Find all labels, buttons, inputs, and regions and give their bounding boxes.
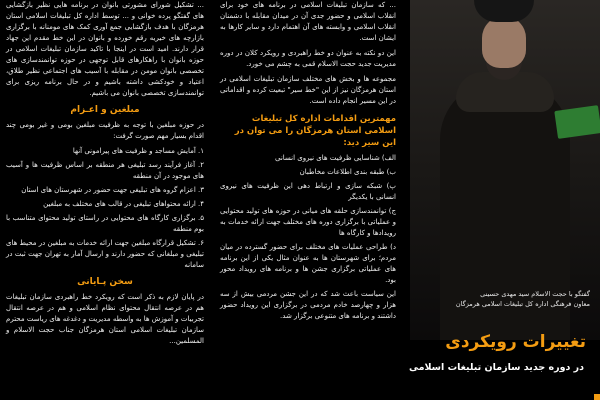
- middle-para4: این سیاست باعث شد که در این جشن مردمی بیش از سه هزار و چهارصد خادم مردمی در برگزاری این رویداد حضور داشتند و برنامه های متنوعی برگزار شد.: [220, 290, 396, 320]
- list-item: ۳. اعزام گروه های تبلیغی جهت حضور در شهرستان های استان: [21, 186, 204, 194]
- list-item: ۲. آغاز فرآیند رسد تبلیغی هر منطقه بر اساس ظرفیت ها و آسیب های موجود در آن منطقه: [6, 161, 204, 180]
- list-item: ج) توانمندسازی حلقه های میانی در حوزه های تولید محتوایی و عملیاتی با برگزاری دوره های مختلف جهت ارائه خدمات به رویدادها و کارگاه ها: [220, 207, 396, 237]
- middle-para1: ... که سازمان تبلیغات اسلامی در برنامه های خود برای انقلاب اسلامی و حضور جدی آن در میدان مقابله با دشمنان انقلاب اسلامی و وابسته های آن اهتمام دارد و سایر کارها به ایشان است.: [220, 1, 396, 42]
- section-heading-preachers: مبلغین و اعـزام: [70, 105, 140, 115]
- list-item: پ) شبکه سازی و ارتباط دهی این ظرفیت های نیروی انسانی با یکدیگر: [220, 182, 396, 201]
- left-column: [0, 0, 210, 400]
- list-item: الف) شناسایی ظرفیت های نیروی انسانی: [275, 154, 396, 162]
- middle-column: [214, 0, 402, 400]
- article-title: تغییرات رویکردی: [445, 332, 586, 352]
- face-shape: [482, 16, 526, 68]
- article-subtitle: در دوره جدید سازمان تبلیغات اسلامی: [408, 362, 584, 373]
- list-item: د) طراحی عملیات های مختلف برای حضور گسترده در میان مردم؛ برای شهرستان ها به عنوان مثال یکی از این برنامه های عملیاتی برگزاری جشن ها و برنامه های رویداد محور بود.: [220, 243, 396, 284]
- list-item: ۱. آمایش مساجد و ظرفیت های پیرامونی آنها: [72, 147, 204, 155]
- section-heading-closing: سخن پـایانی: [77, 277, 133, 287]
- list-item: ۵. برگزاری کارگاه های محتوایی در راستای تولید محتوای متناسب با بوم منطقه: [6, 214, 204, 233]
- green-stole-shape: [554, 105, 600, 139]
- corner-accent: [594, 394, 600, 400]
- photo-caption: [420, 289, 590, 309]
- list-item: ۶. تشکیل قرارگاه مبلغین جهت ارائه خدمات به مبلغین در محیط های تبلیغی و مبلغانی که حضور دارند و ارسال آمار به تهران جهت ثبت در سامانه: [6, 239, 204, 269]
- left-intro: ... تشکیل شورای مشورتی بانوان در برنامه هایی نظیر بازگشایی های گفتگو پرده خوانی و ... توسط اداره کل تبلیغات اسلامی استان هرمزگان با هدف بازگشایی جمع آوری کمک های مومنانه با برگزاری بازارچه های خیریه رقم خورده و بانوان در این خط مقدم این جهاد قرار دارند. امید است در اینجا با تاکید سازمان تبلیغات اسلامی در حوزه بانوان با راهکارهای قابل توجهی در حوزه توانمندسازی های تخصصی بانوان مومن در مقابله با آسیب های اجتماعی نظیر طلاق، اعتیاد و خودکشی داشته باشیم و در حال برنامه ریزی برای توانمندسازی تخصصی بانوان می باشیم.: [6, 1, 204, 97]
- middle-para2: این دو نکته به عنوان دو خط راهبردی و رویکرد کلان در دوره مدیریت جدید حجت الاسلام قمی به چشم می خورد.: [220, 49, 396, 68]
- left-closing: در پایان لازم به ذکر است که رویکرد خط راهبردی سازمان تبلیغات هم در عرصه انتقال محتوای نظام اسلامی و هم در عرصه انتقال تجربیات و آموزش ها به واسطه مدیریت و دغدغه های ریاست محترم سازمان تبلیغات اسلامی استان هرمزگان جناب حجت الاسلام و المسلمین...: [6, 293, 204, 345]
- turban-shape: [474, 0, 534, 22]
- caption-line-2: معاون فرهنگی اداره کل تبلیغات اسلامی هرمزگان: [455, 300, 590, 308]
- list-item: ۴. ارائه محتواهای تبلیغی در قالب های مختلف به مبلغین: [43, 200, 204, 208]
- caption-line-1: گفتگو با حجت الاسلام سید مهدی حسینی: [480, 290, 590, 298]
- feature-photo-area: [402, 0, 600, 400]
- middle-para3: مجموعه ها و بخش های مختلف سازمان تبلیغات اسلامی در استان هرمزگان نیز از این "خط سیر" تبعیت کرده و اقداماتی در این مسیر انجام داده است.: [220, 75, 396, 105]
- section-heading-actions: مهمترین اقدامات اداره کل تبلیغات اسلامی استان هرمزگان را می توان در این سیر دید:: [234, 114, 396, 148]
- left-para1: در حوزه مبلغین با توجه به ظرفیت مبلغین بومی و غیر بومی چند اقدام بسیار مهم صورت گرفت:: [6, 121, 204, 140]
- list-item: ب) طبقه بندی اطلاعات مخاطبان: [299, 168, 396, 176]
